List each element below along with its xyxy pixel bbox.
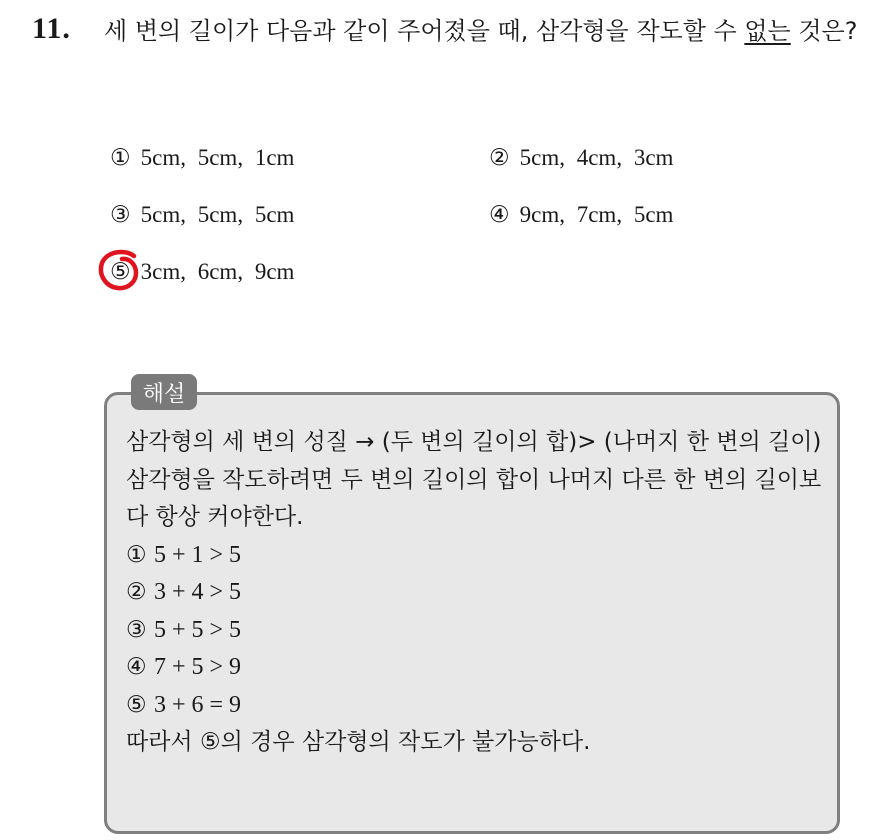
option-number: ④ bbox=[489, 202, 510, 228]
explanation-step-4 bbox=[126, 649, 831, 687]
question-number: 11. bbox=[32, 12, 71, 45]
step-number: ① bbox=[126, 541, 147, 568]
explanation-step-2 bbox=[126, 574, 831, 612]
explanation-line-1: 삼각형의 세 변의 성질 → (두 변의 길이의 합)> (나머지 한 변의 길이) bbox=[126, 429, 822, 455]
option-number: ① bbox=[110, 145, 131, 171]
option-number: ③ bbox=[110, 202, 131, 228]
option-2[interactable] bbox=[489, 145, 673, 171]
explanation-step-5 bbox=[126, 687, 831, 725]
option-value: 9cm, 7cm, 5cm bbox=[519, 202, 674, 227]
explanation-step-3 bbox=[126, 612, 831, 650]
option-value: 3cm, 6cm, 9cm bbox=[140, 259, 295, 284]
step-expression: 5 + 1 > 5 bbox=[153, 541, 242, 568]
option-1[interactable] bbox=[110, 145, 294, 171]
step-number: ② bbox=[126, 579, 147, 605]
explanation-step-1 bbox=[126, 537, 831, 575]
step-expression: 5 + 5 > 5 bbox=[153, 616, 242, 643]
step-number: ③ bbox=[126, 616, 147, 643]
option-4[interactable] bbox=[489, 202, 673, 228]
option-value: 5cm, 4cm, 3cm bbox=[519, 145, 674, 170]
question-text-after: 것은? bbox=[790, 17, 858, 45]
question-text bbox=[104, 14, 869, 49]
step-number: ④ bbox=[126, 654, 147, 680]
option-3[interactable] bbox=[110, 202, 294, 228]
question-text-before: 세 변의 길이가 다음과 같이 주어졌을 때, 삼각형을 작도할 수 bbox=[104, 17, 745, 45]
answer-circle-mark bbox=[98, 249, 150, 293]
question-emphasis: 없는 bbox=[744, 17, 791, 45]
step-expression: 7 + 5 > 9 bbox=[153, 654, 242, 680]
step-expression: 3 + 4 > 5 bbox=[153, 579, 242, 605]
option-number: ⑤ bbox=[110, 259, 131, 285]
option-number: ② bbox=[489, 145, 510, 171]
explanation-conclusion: 따라서 ⑤의 경우 삼각형의 작도가 불가능하다. bbox=[126, 729, 591, 755]
step-expression: 3 + 6 = 9 bbox=[153, 691, 242, 718]
option-value: 5cm, 5cm, 5cm bbox=[140, 202, 295, 227]
explanation-line-2: 삼각형을 작도하려면 두 변의 길이의 합이 나머지 다른 한 변의 길이보다 항상 커야한다. bbox=[126, 466, 822, 530]
explanation-content bbox=[126, 424, 831, 762]
step-number: ⑤ bbox=[126, 691, 147, 718]
explanation-tag: 해설 bbox=[131, 374, 197, 410]
option-value: 5cm, 5cm, 1cm bbox=[140, 145, 295, 170]
